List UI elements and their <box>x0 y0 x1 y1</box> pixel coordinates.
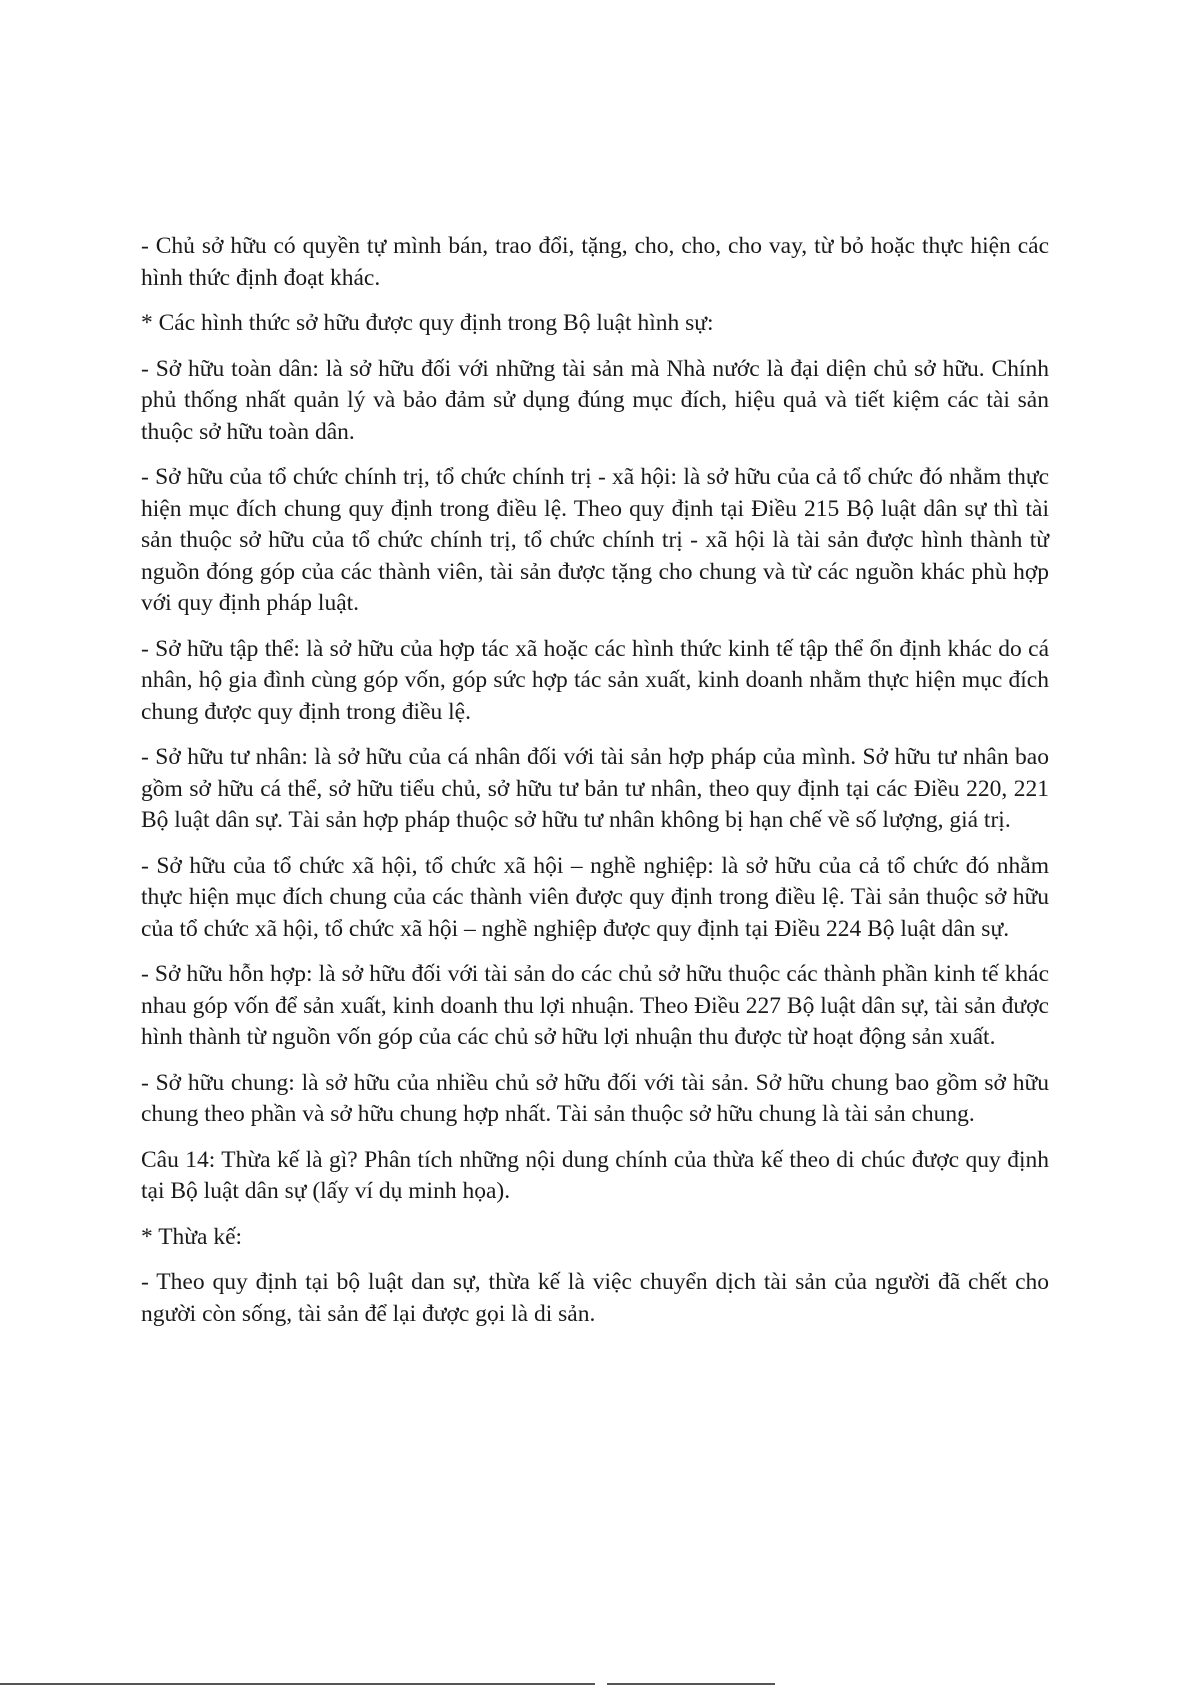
paragraph-mixed-ownership: - Sở hữu hỗn hợp: là sở hữu đối với tài sản do các chủ sở hữu thuộc các thành phần kinh tế khác nhau góp vốn để sản xuất, kinh doanh thu lợi nhuận. Theo Điều 227 Bộ luật dân sự, tài sản được hình thành từ nguồn vốn góp của các chủ sở hữu lợi nhuận thu được từ hoạt động sản xuất. <box>141 961 1049 1050</box>
paragraph-inheritance-definition: - Theo quy định tại bộ luật dan sự, thừa kế là việc chuyển dịch tài sản của người đã chết cho người còn sống, tài sản để lại được gọi là di sản. <box>141 1269 1049 1327</box>
paragraph-inheritance-heading: * Thừa kế: <box>141 1223 243 1250</box>
paragraph-private-ownership: - Sở hữu tư nhân: là sở hữu của cá nhân đối với tài sản hợp pháp của mình. Sở hữu tư nhân bao gồm sở hữu cá thể, sở hữu tiểu chủ, sở hữu tư bản tư nhân, theo quy định tại các Điều 220, 221 Bộ luật dân sự. Tài sản hợp pháp thuộc sở hữu tư nhân không bị hạn chế về số lượng, giá trị. <box>141 744 1049 833</box>
paragraph-common-ownership: - Sở hữu chung: là sở hữu của nhiều chủ sở hữu đối với tài sản. Sở hữu chung bao gồm sở hữu chung theo phần và sở hữu chung hợp nhất. Tài sản thuộc sở hữu chung là tài sản chung. <box>141 1069 1049 1127</box>
document-body <box>141 231 1049 1344</box>
paragraph-public-ownership: - Sở hữu toàn dân: là sở hữu đối với những tài sản mà Nhà nước là đại diện chủ sở hữu. Chính phủ thống nhất quản lý và bảo đảm sử dụng đúng mục đích, hiệu quả và tiết kiệm các tài sản thuộc sở hữu toàn dân. <box>141 355 1049 445</box>
paragraph-question-14: Câu 14: Thừa kế là gì? Phân tích những nội dung chính của thừa kế theo di chúc được quy định tại Bộ luật dân sự (lấy ví dụ minh họa). <box>141 1146 1049 1204</box>
paragraph-collective-ownership: - Sở hữu tập thể: là sở hữu của hợp tác xã hoặc các hình thức kinh tế tập thể ổn định khác do cá nhân, hộ gia đình cùng góp vốn, góp sức hợp tác sản xuất, kinh doanh nhằm thực hiện mục đích chung được quy định trong điều lệ. <box>141 635 1049 725</box>
paragraph-owner-disposal-rights: - Chủ sở hữu có quyền tự mình bán, trao đổi, tặng, cho, cho, cho vay, từ bỏ hoặc thực hiện các hình thức định đoạt khác. <box>141 233 1049 291</box>
paragraph-ownership-forms-heading: * Các hình thức sở hữu được quy định trong Bộ luật hình sự: <box>141 310 714 336</box>
paragraph-political-org-ownership: - Sở hữu của tổ chức chính trị, tổ chức chính trị - xã hội: là sở hữu của cả tổ chức đó nhằm thực hiện mục đích chung quy định trong điều lệ. Theo quy định tại Điều 215 Bộ luật dân sự thì tài sản thuộc sở hữu của tổ chức chính trị, tổ chức chính trị - xã hội là tài sản được hình thành từ nguồn đóng góp của các thành viên, tài sản được tặng cho chung và từ các nguồn khác phù hợp với quy định pháp luật. <box>141 464 1049 616</box>
paragraph-social-org-ownership: - Sở hữu của tổ chức xã hội, tổ chức xã hội – nghề nghiệp: là sở hữu của cả tổ chức đó nhằm thực hiện mục đích chung của các thành viên được quy định trong điều lệ. Tài sản thuộc sở hữu của tổ chức xã hội, tổ chức xã hội – nghề nghiệp được quy định tại Điều 224 Bộ luật dân sự. <box>141 852 1049 942</box>
